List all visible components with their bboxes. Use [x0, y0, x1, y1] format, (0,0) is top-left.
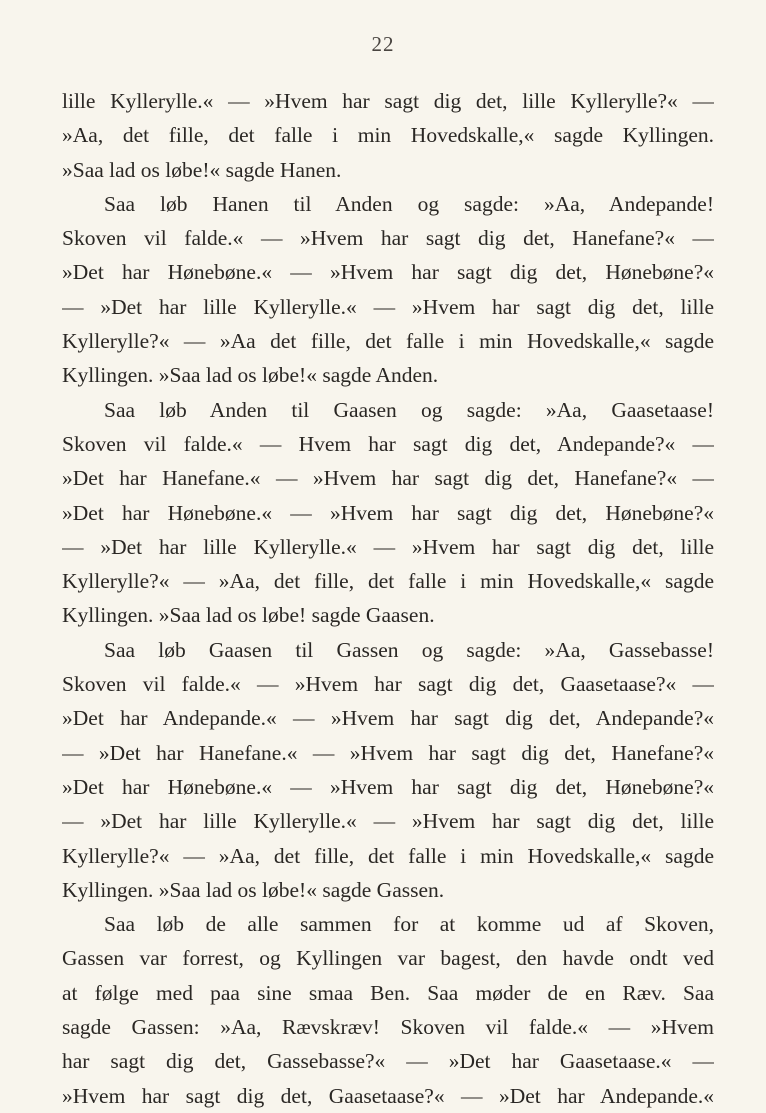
text-line: Saa løb Gaasen til Gassen og sagde: »Aa, Gassebasse!	[104, 637, 714, 662]
text-line: sagde Gassen: »Aa, Rævskræv! Skoven vil falde.« — »Hvem	[62, 1015, 714, 1040]
text-line: »Det har Hønebøne.« — »Hvem har sagt dig det, Hønebøne?«	[62, 774, 714, 799]
text-line: lille Kyllerylle.« — »Hvem har sagt dig det, lille Kyllerylle?« —	[62, 89, 714, 113]
text-line: — »Det har lille Kyllerylle.« — »Hvem har sagt dig det, lille	[62, 294, 714, 319]
text-line: Kyllingen. »Saa lad os løbe!« sagde Gassen.	[62, 877, 445, 902]
text-line: »Det har Hønebøne.« — »Hvem har sagt dig det, Hønebøne?«	[62, 260, 714, 285]
text-line: Gassen var forrest, og Kyllingen var bagest, den havde ondt ved	[62, 946, 714, 971]
text-line: Kyllingen. »Saa lad os løbe!« sagde Anden.	[62, 363, 439, 388]
text-line: »Det har Andepande.« — »Hvem har sagt dig det, Andepande?«	[62, 706, 714, 731]
text-line: Kyllerylle?« — »Aa, det fille, det falle i min Hovedskalle,« sagde	[62, 843, 714, 868]
text-line: Saa løb de alle sammen for at komme ud af Skoven,	[104, 912, 714, 937]
text-line: »Hvem har sagt dig det, Gaasetaase?« — »Det har Andepande.«	[62, 1083, 714, 1108]
text-line: »Det har Hanefane.« — »Hvem har sagt dig det, Hanefane?« —	[62, 466, 714, 491]
body-text	[62, 84, 714, 1113]
text-line: — »Det har Hanefane.« — »Hvem har sagt dig det, Hanefane?«	[62, 740, 714, 765]
text-line: har sagt dig det, Gassebasse?« — »Det har Gaasetaase.« —	[62, 1049, 714, 1074]
text-line: at følge med paa sine smaa Ben. Saa møder de en Ræv. Saa	[62, 980, 714, 1005]
text-line: Skoven vil falde.« — »Hvem har sagt dig det, Gaasetaase?« —	[62, 672, 714, 697]
page-number: 22	[371, 32, 395, 56]
text-line: »Aa, det fille, det falle i min Hovedskalle,« sagde Kyllingen.	[62, 123, 714, 148]
text-line: Kyllerylle?« — »Aa, det fille, det falle i min Hovedskalle,« sagde	[62, 569, 714, 594]
text-line: »Det har Hønebøne.« — »Hvem har sagt dig det, Hønebøne?«	[62, 500, 714, 525]
text-line: »Saa lad os løbe!« sagde Hanen.	[62, 157, 342, 182]
text-line: — »Det har lille Kyllerylle.« — »Hvem har sagt dig det, lille	[62, 809, 714, 834]
text-line: Kyllerylle?« — »Aa det fille, det falle i min Hovedskalle,« sagde	[62, 329, 714, 354]
text-line: Kyllingen. »Saa lad os løbe! sagde Gaasen.	[62, 603, 435, 628]
text-line: Saa løb Anden til Gaasen og sagde: »Aa, Gaasetaase!	[104, 397, 714, 422]
text-line: Saa løb Hanen til Anden og sagde: »Aa, Andepande!	[104, 191, 714, 216]
text-line: Skoven vil falde.« — Hvem har sagt dig det, Andepande?« —	[62, 431, 714, 456]
text-line: Skoven vil falde.« — »Hvem har sagt dig det, Hanefane?« —	[62, 226, 714, 251]
text-line: — »Det har lille Kyllerylle.« — »Hvem har sagt dig det, lille	[62, 534, 714, 559]
